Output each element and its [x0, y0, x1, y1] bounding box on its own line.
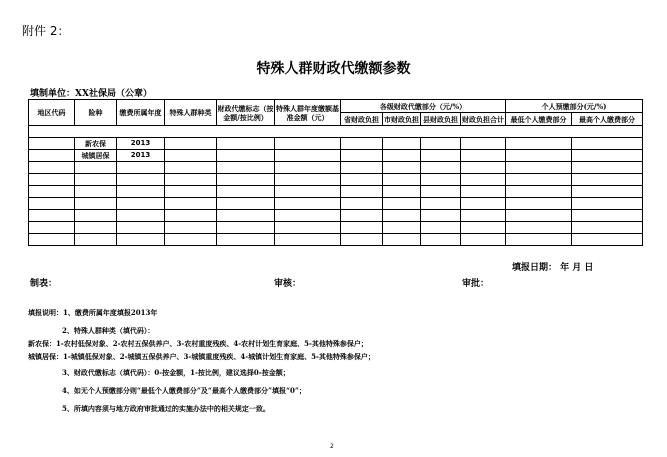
fill-date-label: 填报日期： 年 月 日 [512, 263, 594, 273]
header-city: 市财政负担 [384, 114, 419, 124]
header-max-personal: 最高个人缴费部分 [572, 113, 643, 126]
table-row [29, 210, 643, 222]
table-cell-type: 城镇居保 [75, 150, 117, 162]
reviewer-label: 审核： [274, 279, 302, 289]
header-county: 县财政负担 [421, 113, 461, 126]
note-line: 城镇居保：1-城镇低保对象、2-城镇五保供养户、3-城镇重度残疾、4-城镇计划生育家庭、5-其他特殊参保户； [28, 352, 375, 361]
header-subsidy-flag: 财政代缴标志（按金额/按比例） [217, 100, 275, 126]
approver-label: 审批： [462, 279, 490, 289]
table-row [29, 222, 643, 234]
table-row [29, 186, 643, 198]
maker-label: 制表： [30, 279, 58, 289]
header-insurance-type: 险种 [75, 100, 117, 126]
table-cell-year: 2013 [117, 138, 165, 150]
attachment-label: 附件 2： [22, 24, 70, 38]
table-cell-year: 2013 [117, 150, 165, 162]
header-base-amount: 特殊人群年度缴额基准金额（元） [275, 100, 341, 126]
header-fiscal-group: 各级财政代缴部分（元/%） [341, 100, 506, 113]
table-row [29, 162, 643, 174]
parameter-table [28, 99, 643, 246]
note-line: 5、所填内容须与地方政府审批通过的实施办法中的相关规定一致。 [62, 404, 270, 413]
filling-unit-label: 填制单位：XX社保局（公章） [30, 89, 152, 99]
table-row [29, 234, 643, 246]
header-min-personal: 最低个人缴费部分 [506, 113, 572, 126]
page-number: 2 [330, 443, 334, 450]
note-line: 4、如无个人预缴部分则“最低个人缴费部分”及“最高个人缴费部分”填报“0”； [62, 386, 306, 395]
table-row [29, 174, 643, 186]
table-row [29, 198, 643, 210]
header-fiscal-total: 财政负担合计 [462, 114, 505, 124]
table-row [29, 138, 643, 150]
header-personal-group: 个人预缴部分(元/%) [506, 100, 643, 113]
note-line: 填报说明：1、缴费所属年度填报2013年 [28, 308, 158, 317]
table-cell-type: 新农保 [75, 138, 117, 150]
page-title: 特殊人群财政代缴额参数 [256, 61, 411, 77]
header-spacer [29, 126, 643, 138]
note-line: 3、财政代缴标志（填代码）：0-按金额，1-按比例，建议选择0-按金额； [62, 368, 290, 377]
header-group-type: 特殊人群种类 [165, 100, 217, 126]
note-line: 2、特殊人群种类（填代码）： [62, 326, 155, 335]
table-row [29, 150, 643, 162]
header-provincial: 省财政负担 [341, 113, 383, 126]
note-line: 新农保：1-农村低保对象、2-农村五保供养户、3-农村重度残疾、4-农村计划生育家庭、5-其他特殊参保户； [28, 339, 368, 348]
header-year: 缴费所属年度 [117, 100, 165, 126]
header-region-code: 地区代码 [29, 100, 75, 126]
